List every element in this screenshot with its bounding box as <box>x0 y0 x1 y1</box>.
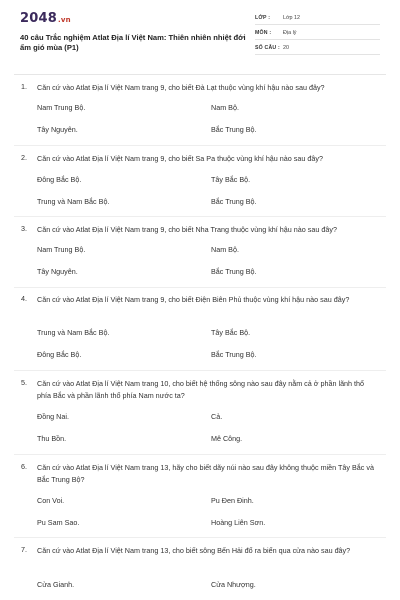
option-a[interactable]: Nam Trung Bộ. <box>37 245 86 254</box>
question-number: 6. <box>21 462 27 471</box>
option-c[interactable]: Tây Nguyên. <box>37 125 78 134</box>
meta-info <box>255 12 380 57</box>
question-divider <box>14 537 386 538</box>
option-b[interactable]: Pu Đen Đinh. <box>211 496 254 505</box>
question-divider <box>14 370 386 371</box>
option-d[interactable]: Bắc Trung Bộ. <box>211 197 257 206</box>
option-b[interactable]: Cửa Nhượng. <box>211 580 256 589</box>
option-a[interactable]: Nam Trung Bộ. <box>37 103 86 112</box>
question-text: Căn cứ vào Atlat Địa lí Việt Nam trang 9, cho biết Sa Pa thuộc vùng khí hậu nào sau đây? <box>37 154 323 163</box>
question-number: 4. <box>21 294 27 303</box>
option-d[interactable]: Mê Công. <box>211 434 243 443</box>
option-a[interactable]: Trung và Nam Bắc Bộ. <box>37 328 110 337</box>
question-divider <box>14 287 386 288</box>
option-b[interactable]: Nam Bộ. <box>211 103 239 112</box>
option-d[interactable]: Bắc Trung Bộ. <box>211 350 257 359</box>
option-b[interactable]: Tây Bắc Bộ. <box>211 175 251 184</box>
question-number: 3. <box>21 224 27 233</box>
question-text: Căn cứ vào Atlat Địa lí Việt Nam trang 13, hãy cho biết dãy núi nào sau đây không thuộc miền Tây Bắc và Bắc Trung Bộ? <box>37 463 374 484</box>
meta-label: LỚP : <box>255 15 271 21</box>
question-text: Căn cứ vào Atlat Địa lí Việt Nam trang 9, cho biết Điện Biên Phủ thuộc vùng khí hậu nào sau đây? <box>37 295 350 304</box>
meta-value: Lớp 12 <box>283 15 301 21</box>
meta-row-class <box>255 12 380 25</box>
question-divider <box>14 216 386 217</box>
option-c[interactable]: Đông Bắc Bộ. <box>37 350 82 359</box>
document-title: 40 câu Trắc nghiệm Atlat Địa lí Việt Nam: Thiên nhiên nhiệt đới ẩm gió mùa (P1) <box>20 33 246 52</box>
option-c[interactable]: Trung và Nam Bắc Bộ. <box>37 197 110 206</box>
option-a[interactable]: Đông Bắc Bộ. <box>37 175 82 184</box>
option-b[interactable]: Cả. <box>211 412 223 421</box>
question-divider <box>14 454 386 455</box>
site-logo[interactable] <box>20 11 71 26</box>
question-divider <box>14 145 386 146</box>
option-d[interactable]: Bắc Trung Bộ. <box>211 125 257 134</box>
option-c[interactable]: Thu Bồn. <box>37 434 67 443</box>
question-text: Căn cứ vào Atlat Địa lí Việt Nam trang 9, cho biết Nha Trang thuộc vùng khí hậu nào sau đây? <box>37 225 337 234</box>
option-c[interactable]: Tây Nguyên. <box>37 267 78 276</box>
option-a[interactable]: Đồng Nai. <box>37 412 69 421</box>
question-text: Căn cứ vào Atlat Địa lí Việt Nam trang 13, cho biết sông Bến Hải đổ ra biển qua cửa nào sau đây? <box>37 546 351 555</box>
meta-row-count <box>255 42 380 55</box>
meta-label: MÔN : <box>255 30 272 36</box>
option-d[interactable]: Bắc Trung Bộ. <box>211 267 257 276</box>
option-b[interactable]: Nam Bộ. <box>211 245 239 254</box>
question-number: 5. <box>21 378 27 387</box>
document-header <box>0 0 400 66</box>
option-d[interactable]: Hoàng Liên Sơn. <box>211 518 266 527</box>
question-number: 2. <box>21 153 27 162</box>
question-number: 1. <box>21 82 27 91</box>
meta-value: 20 <box>283 45 289 51</box>
option-c[interactable]: Pu Sam Sao. <box>37 518 80 527</box>
meta-label: SỐ CÂU : <box>255 45 280 51</box>
option-a[interactable]: Cửa Gianh. <box>37 580 75 589</box>
logo-tld: .vn <box>57 16 71 24</box>
question-text: Căn cứ vào Atlat Địa lí Việt Nam trang 9, cho biết Đà Lạt thuộc vùng khí hậu nào sau đây? <box>37 83 325 92</box>
meta-value: Địa lý <box>283 30 297 36</box>
question-number: 7. <box>21 545 27 554</box>
header-divider <box>14 74 386 75</box>
option-b[interactable]: Tây Bắc Bộ. <box>211 328 251 337</box>
logo-text: 2048 <box>20 11 57 26</box>
question-text: Căn cứ vào Atlat Địa lí Việt Nam trang 10, cho biết hệ thống sông nào sau đây nằm cả ở phần lãnh thổ phía Bắc và phần lãnh thổ phía Nam nước ta? <box>37 379 365 400</box>
meta-row-subject <box>255 27 380 40</box>
option-a[interactable]: Con Voi. <box>37 496 65 505</box>
